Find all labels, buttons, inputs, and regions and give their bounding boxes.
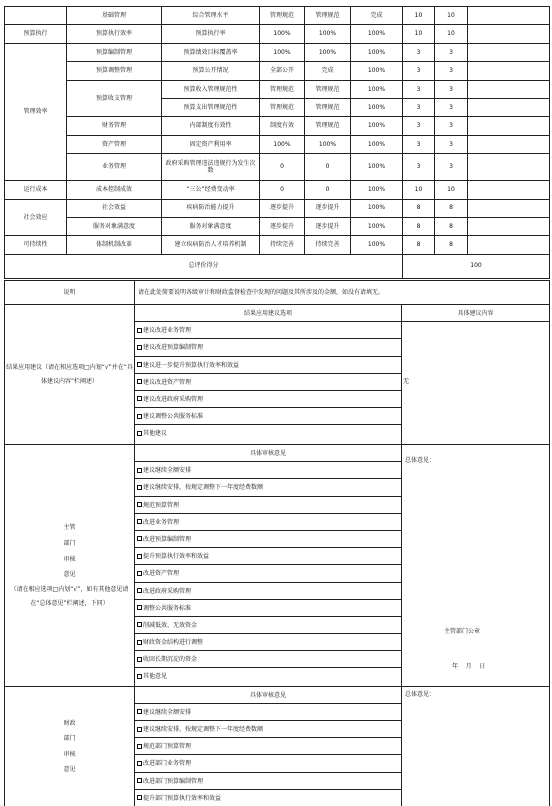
checkbox-icon[interactable] [137,744,142,749]
subcategory-cell: 财务管理 [67,117,162,135]
indicator-cell: 政府采购管理违法违规行为发生次数 [162,154,260,181]
dept-option-label: 提升预算执行效率和效益 [143,553,210,561]
finance-left [5,686,135,806]
checkbox-icon[interactable] [137,519,142,524]
checkbox-icon[interactable] [137,396,142,401]
table-row [5,217,550,235]
suggestion-option[interactable] [135,391,401,408]
target-value: 管理规范 [260,7,305,25]
table-row [5,7,550,25]
blank-cell [468,135,550,153]
subcategory-cell: 预算调整管理 [67,62,162,80]
target-value: 全部公开 [260,62,305,80]
checkbox-icon[interactable] [137,778,142,783]
checkbox-icon[interactable] [137,536,142,541]
finance-overall-label: 总体意见： [405,690,436,698]
blank-cell [468,117,550,135]
checkbox-icon[interactable] [137,588,142,593]
checkbox-icon[interactable] [137,657,142,662]
blank-cell [468,181,550,199]
suggestion-detail-header: 具体建议内容 [402,305,549,322]
subcategory-cell: 社会效益 [67,199,162,217]
suggestion-options-cell [135,305,402,445]
dept-option-label: 调整公共服务标准 [143,604,192,612]
target-value: 0 [260,181,305,199]
finance-options-cell [135,686,402,806]
blank-cell [468,25,550,43]
weight-value: 3 [403,117,435,135]
table-row [5,117,550,135]
subcategory-cell: 资产管理 [67,135,162,153]
finance-options-header: 具体审核意见 [135,687,401,704]
finance-option[interactable] [135,790,401,806]
suggestion-option-label: 建议改进预算编制管理 [143,344,204,352]
dept-option[interactable] [135,651,401,668]
target-value: 0 [260,154,305,181]
table-row [5,199,550,217]
dept-option-label: 改进预算编制管理 [143,535,192,543]
dept-option[interactable] [135,548,401,565]
target-value: 100% [260,135,305,153]
checkbox-icon[interactable] [137,362,142,367]
indicator-cell: 综合管理水平 [162,7,260,25]
subcategory-cell-revenue: 预算收支管理 [67,80,162,117]
table-row [5,25,550,43]
dept-title-char: 意见 [63,571,76,579]
category-cell [5,7,67,25]
suggestion-detail-value[interactable]: 无 [403,378,410,386]
dept-option[interactable] [135,497,401,514]
dept-option[interactable] [135,514,401,531]
weight-value: 10 [403,25,435,43]
dept-option[interactable] [135,583,401,600]
score-value: 8 [435,236,468,254]
total-row [5,254,550,278]
subcategory-cell: 体制机制改革 [67,236,162,254]
dept-options-header: 具体审核意见 [135,445,401,462]
completion-value: 100% [351,135,403,153]
score-value: 8 [435,217,468,235]
checkbox-icon[interactable] [137,485,142,490]
category-cell-mgmt [5,43,67,180]
completion-value: 100% [351,199,403,217]
blank-cell [468,7,550,25]
finance-title-char: 意见 [63,766,76,774]
finance-title-char: 审核 [63,750,76,758]
dept-seal-label: 主管部门公章 [444,628,481,635]
suggestion-option[interactable] [135,322,401,339]
blank-cell [468,80,550,98]
category-cell-social: 社会效应 [5,199,67,236]
finance-option-label: 规范部门预算管理 [143,743,192,751]
score-value: 3 [435,117,468,135]
weight-value: 10 [403,7,435,25]
dept-option-list [135,462,401,685]
actual-value: 管理规范 [305,7,351,25]
completion-value: 100% [351,181,403,199]
target-value: 管理规范 [260,80,305,98]
dept-title-char: 部门 [63,539,76,547]
dept-option-label: 其他意见 [143,673,168,681]
dept-option-label: 财政资金结构进行调整 [143,639,204,647]
indicator-cell: 预算执行率 [162,25,260,43]
suggestion-option[interactable] [135,339,401,356]
table-row [5,236,550,254]
dept-option-label: 改进业务管理 [143,518,180,526]
target-value: 管理规范 [260,98,305,116]
actual-value: 0 [305,154,351,181]
target-value: 100% [260,25,305,43]
category-cell: 可持续性 [5,236,67,254]
finance-title [6,716,133,778]
checkbox-icon[interactable] [137,727,142,732]
suggestion-option[interactable] [135,357,401,374]
score-value: 3 [435,154,468,181]
total-label: 总评价得分 [5,254,403,278]
score-value: 3 [435,43,468,61]
explain-label: 说明 [5,281,135,305]
score-value: 8 [435,199,468,217]
actual-value: 100% [305,135,351,153]
actual-value: 管理规范 [305,80,351,98]
weight-value: 8 [403,199,435,217]
finance-option[interactable] [135,704,401,721]
actual-value: 完成 [305,62,351,80]
checkbox-icon[interactable] [137,640,142,645]
checkbox-icon[interactable] [137,605,142,610]
completion-value: 100% [351,236,403,254]
indicator-cell: 内部制度有效性 [162,117,260,135]
dept-option[interactable] [135,634,401,651]
blank-cell [468,62,550,80]
dept-option[interactable] [135,531,401,548]
score-value: 10 [435,7,468,25]
checkbox-icon[interactable] [137,414,142,419]
dept-option[interactable] [135,617,401,634]
checkbox-icon[interactable] [137,345,142,350]
dept-option[interactable] [135,462,401,479]
checkbox-icon[interactable] [137,502,142,507]
indicator-cell: 预算绩效目标覆盖率 [162,43,260,61]
finance-option-label: 改进部门业务管理 [143,760,192,768]
opinion-table [4,280,550,806]
explain-text: 请在此处简要说明各级审计和财政监督检查中发现的问题及其所涉及的金额，如没有请填无。 [135,281,550,305]
completion-value: 100% [351,98,403,116]
dept-option-label: 削减低效、无效资金 [143,621,198,629]
score-value: 10 [435,181,468,199]
checkbox-icon[interactable] [137,709,142,714]
checkbox-icon[interactable] [137,468,142,473]
indicator-cell: 预算支出管理规范性 [162,98,260,116]
completion-value: 100% [351,80,403,98]
blank-cell [468,154,550,181]
category-cell: 预算执行 [5,25,67,43]
indicator-cell: 预算收入管理规范性 [162,80,260,98]
total-score: 100 [403,254,550,278]
blank-cell [468,43,550,61]
indicator-cell: 服务对象满意度 [162,217,260,235]
subcategory-cell: 业务管理 [67,154,162,181]
actual-value: 逐步提升 [305,199,351,217]
target-value: 逐步提升 [260,217,305,235]
category-label: 管理效率 [23,108,48,116]
target-value: 逐步提升 [260,199,305,217]
dept-option-label: 规范预算管理 [143,501,180,509]
actual-value: 100% [305,43,351,61]
finance-option[interactable] [135,755,401,772]
suggestion-left [5,305,135,445]
indicator-cell: 固定资产利用率 [162,135,260,153]
finance-option-list [135,704,401,806]
table-row [5,80,550,98]
target-value: 制度有效 [260,117,305,135]
weight-value: 8 [403,236,435,254]
dept-options-cell [135,445,402,687]
suggestion-option[interactable] [135,425,401,442]
indicator-cell: 疾病防治能力提升 [162,199,260,217]
finance-option[interactable] [135,721,401,738]
table-row [5,135,550,153]
checkbox-icon[interactable] [137,554,142,559]
table-row [5,154,550,181]
suggestion-instructions: 结果应用建议（请在相应选项□内划“√”并在“具体建议内容”栏阐述） [6,363,133,385]
checkbox-icon[interactable] [137,379,142,384]
indicator-cell: 建立疾病防治人才培养机制 [162,236,260,254]
completion-value: 100% [351,117,403,135]
completion-value: 100% [351,25,403,43]
suggestion-option[interactable] [135,408,401,425]
blank-cell [468,236,550,254]
actual-value: 100% [305,25,351,43]
actual-value: 管理规范 [305,98,351,116]
checkbox-icon[interactable] [137,622,142,627]
actual-value: 管理规范 [305,117,351,135]
subcategory-cell: 成本控制成效 [67,181,162,199]
category-cell: 运行成本 [5,181,67,199]
explain-row [5,281,550,305]
finance-option-label: 建议继续安排，按规定调整下一年度经费数额 [143,726,264,733]
dept-title-char: 审核 [63,555,76,563]
suggestion-options-header: 结果应用建议选项 [135,305,401,322]
suggestion-option-label: 建议调整公共服务标准 [143,413,204,421]
suggestion-detail-cell [402,305,550,445]
completion-value: 100% [351,217,403,235]
dept-overall-label: 总体意见： [405,457,436,464]
subcategory-cell: 服务对象满意度 [67,217,162,235]
target-value: 持续完善 [260,236,305,254]
subcategory-cell: 预算编制管理 [67,43,162,61]
suggestion-option-list [135,322,401,442]
blank-cell [468,199,550,217]
dept-option-label: 建议继续安排，按规定调整下一年度经费数额 [143,484,264,492]
finance-overall-cell[interactable] [402,686,550,806]
dept-option[interactable] [135,668,401,685]
dept-overall-cell[interactable] [402,445,550,687]
dept-note: （请在相应选项□内划“√”，如有其他意见请在“总体意见”栏阐述，下同） [10,585,129,607]
checkbox-icon[interactable] [137,571,142,576]
suggestion-option-label: 建议改进政府采购管理 [143,395,204,403]
checkbox-icon[interactable] [137,431,142,436]
table-row [5,62,550,80]
suggestion-option-label: 建议进一步提升预算执行效率和效益 [143,361,240,369]
actual-value: 逐步提升 [305,217,351,235]
weight-value: 8 [403,217,435,235]
actual-value: 持续完善 [305,236,351,254]
dept-row [5,445,550,687]
finance-row [5,686,550,806]
checkbox-icon[interactable] [137,328,142,333]
indicator-cell: 预算公开情况 [162,62,260,80]
dept-option-label: 收回长期沉淀的资金 [143,656,198,664]
weight-value: 3 [403,135,435,153]
finance-title-char: 财政 [63,719,76,727]
score-value: 3 [435,80,468,98]
score-value: 3 [435,98,468,116]
score-value: 3 [435,135,468,153]
finance-option[interactable] [135,773,401,790]
weight-value: 3 [403,62,435,80]
blank-cell [468,217,550,235]
completion-value: 100% [351,154,403,181]
suggestion-option-label: 建议改进资产管理 [143,378,192,386]
finance-option-label: 建议继续全额安排 [143,708,192,716]
suggestion-option-label: 建议改进业务管理 [143,327,192,335]
subcategory-cell: 预算执行效率 [67,25,162,43]
suggestion-option[interactable] [135,374,401,391]
dept-option[interactable] [135,600,401,617]
dept-option[interactable] [135,565,401,582]
dept-option-label: 改进政府采购管理 [143,587,192,595]
completion-value: 完成 [351,7,403,25]
weight-value: 3 [403,154,435,181]
dept-title [6,520,133,582]
finance-option-label: 改进部门预算编制管理 [143,777,204,785]
weight-value: 3 [403,80,435,98]
dept-option-label: 建议继续全额安排 [143,467,192,475]
dept-option-label: 改进资产管理 [143,570,180,578]
checkbox-icon[interactable] [137,761,142,766]
table-row [5,43,550,61]
weight-value: 10 [403,181,435,199]
finance-option-label: 提升部门预算执行效率和效益 [143,794,222,802]
suggestion-option-label: 其他建议 [143,430,168,438]
subcategory-cell: 基础管理 [67,7,162,25]
dept-date-label: 年 月 日 [452,663,486,670]
score-table [4,6,550,279]
checkbox-icon[interactable] [137,795,142,800]
table-row [5,181,550,199]
dept-option[interactable] [135,479,401,496]
suggestion-row [5,305,550,445]
checkbox-icon[interactable] [137,674,142,679]
finance-title-char: 部门 [63,735,76,743]
completion-value: 100% [351,62,403,80]
actual-value: 0 [305,181,351,199]
dept-left [5,445,135,687]
weight-value: 3 [403,43,435,61]
weight-value: 3 [403,98,435,116]
completion-value: 100% [351,43,403,61]
score-value: 10 [435,25,468,43]
indicator-cell: “三公”经费变动率 [162,181,260,199]
score-value: 3 [435,62,468,80]
target-value: 100% [260,43,305,61]
blank-cell [468,98,550,116]
dept-title-char: 主管 [63,524,76,532]
finance-option[interactable] [135,738,401,755]
